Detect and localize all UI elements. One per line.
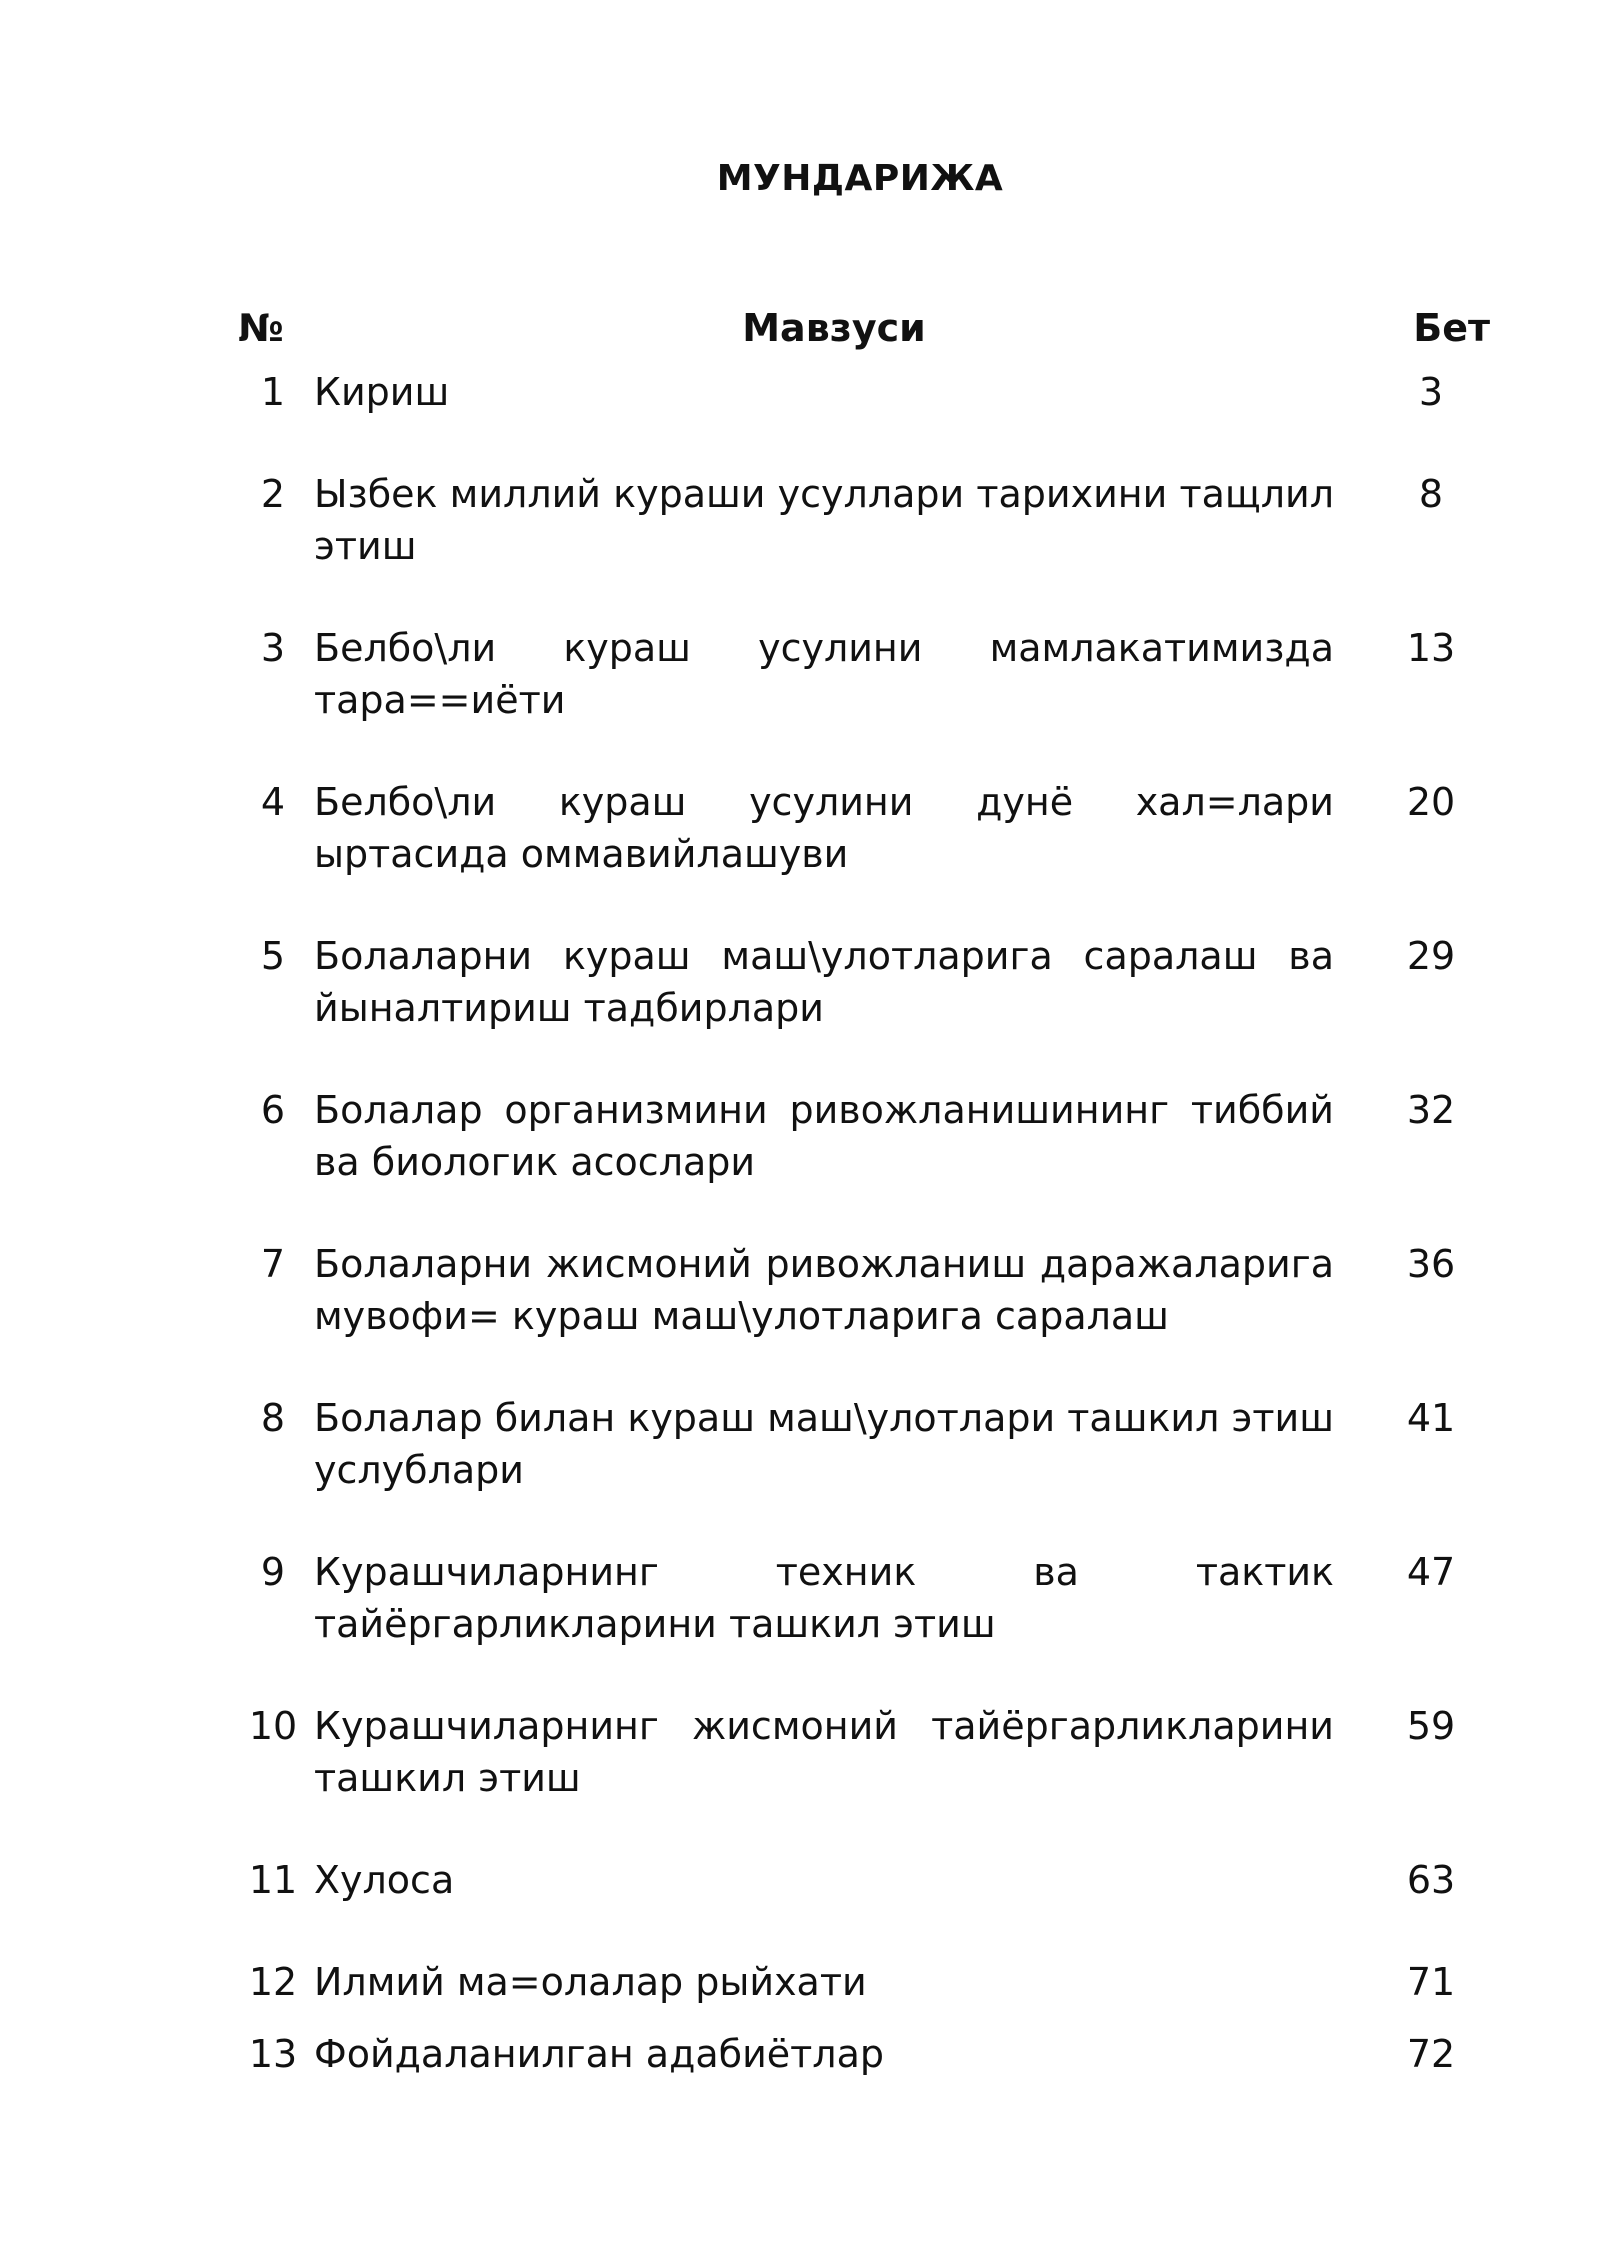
row-topic: Болалар организмини ривожланишининг тиббий ва биологик асослари xyxy=(314,1088,1334,1184)
row-page: 20 xyxy=(1406,780,1456,824)
row-topic: Болаларни жисмоний ривожланиш даражаларига мувофи= кураш маш\улотларига саралаш xyxy=(314,1242,1334,1338)
row-page: 3 xyxy=(1418,370,1444,414)
row-page: 8 xyxy=(1418,472,1444,516)
toc-row xyxy=(232,1084,1490,1238)
toc-row xyxy=(232,366,1490,468)
row-number: 11 xyxy=(248,1858,298,1902)
row-number: 13 xyxy=(248,2032,298,2076)
page-title: МУНДАРИЖА xyxy=(716,158,1004,199)
row-topic: Кириш xyxy=(314,370,450,414)
row-topic: Хулоса xyxy=(314,1858,455,1902)
row-topic: Курашчиларнинг жисмоний тайёргарликларини ташкил этиш xyxy=(314,1704,1334,1800)
header-number: № xyxy=(238,306,284,350)
row-topic: Курашчиларнинг техник ва тактик тайёргарликларини ташкил этиш xyxy=(314,1550,1334,1646)
toc-row xyxy=(232,776,1490,930)
row-page: 29 xyxy=(1406,934,1456,978)
toc-row xyxy=(232,930,1490,1084)
toc-row xyxy=(232,1392,1490,1546)
row-number: 8 xyxy=(260,1396,286,1440)
row-page: 71 xyxy=(1406,1960,1456,2004)
table-of-contents xyxy=(232,302,1490,2080)
header-topic: Мавзуси xyxy=(742,306,926,350)
toc-row xyxy=(232,622,1490,776)
toc-row xyxy=(232,1700,1490,1854)
row-page: 59 xyxy=(1406,1704,1456,1748)
toc-row xyxy=(232,1546,1490,1700)
row-topic: Болалар билан кураш маш\улотлари ташкил этиш услублари xyxy=(314,1396,1334,1492)
row-number: 5 xyxy=(260,934,286,978)
row-page: 32 xyxy=(1406,1088,1456,1132)
row-page: 47 xyxy=(1406,1550,1456,1594)
row-number: 4 xyxy=(260,780,286,824)
row-number: 12 xyxy=(248,1960,298,2004)
row-number: 7 xyxy=(260,1242,286,1286)
row-page: 41 xyxy=(1406,1396,1456,1440)
header-page: Бет xyxy=(1413,306,1490,350)
row-topic: Белбо\ли кураш усулини мамлакатимизда тара==иёти xyxy=(314,626,1334,722)
row-number: 10 xyxy=(248,1704,298,1748)
row-topic: Фойдаланилган адабиётлар xyxy=(314,2032,884,2076)
row-page: 36 xyxy=(1406,1242,1456,1286)
toc-row xyxy=(232,1854,1490,1956)
row-topic: Белбо\ли кураш усулини дунё хал=лари ыртасида оммавийлашуви xyxy=(314,780,1334,876)
row-topic: Ызбек миллий кураши усуллари тарихини тащлил этиш xyxy=(314,472,1334,568)
row-number: 3 xyxy=(260,626,286,670)
row-number: 9 xyxy=(260,1550,286,1594)
toc-row xyxy=(232,468,1490,622)
row-number: 1 xyxy=(260,370,286,414)
row-number: 6 xyxy=(260,1088,286,1132)
row-topic: Илмий ма=олалар рыйхати xyxy=(314,1960,867,2004)
row-topic: Болаларни кураш маш\улотларига саралаш ва йыналтириш тадбирлари xyxy=(314,934,1334,1030)
toc-row xyxy=(232,1956,1490,2028)
row-page: 72 xyxy=(1406,2032,1456,2076)
toc-header-row xyxy=(232,302,1490,366)
row-page: 63 xyxy=(1406,1858,1456,1902)
toc-row xyxy=(232,1238,1490,1392)
toc-row xyxy=(232,2028,1490,2080)
row-page: 13 xyxy=(1406,626,1456,670)
row-number: 2 xyxy=(260,472,286,516)
